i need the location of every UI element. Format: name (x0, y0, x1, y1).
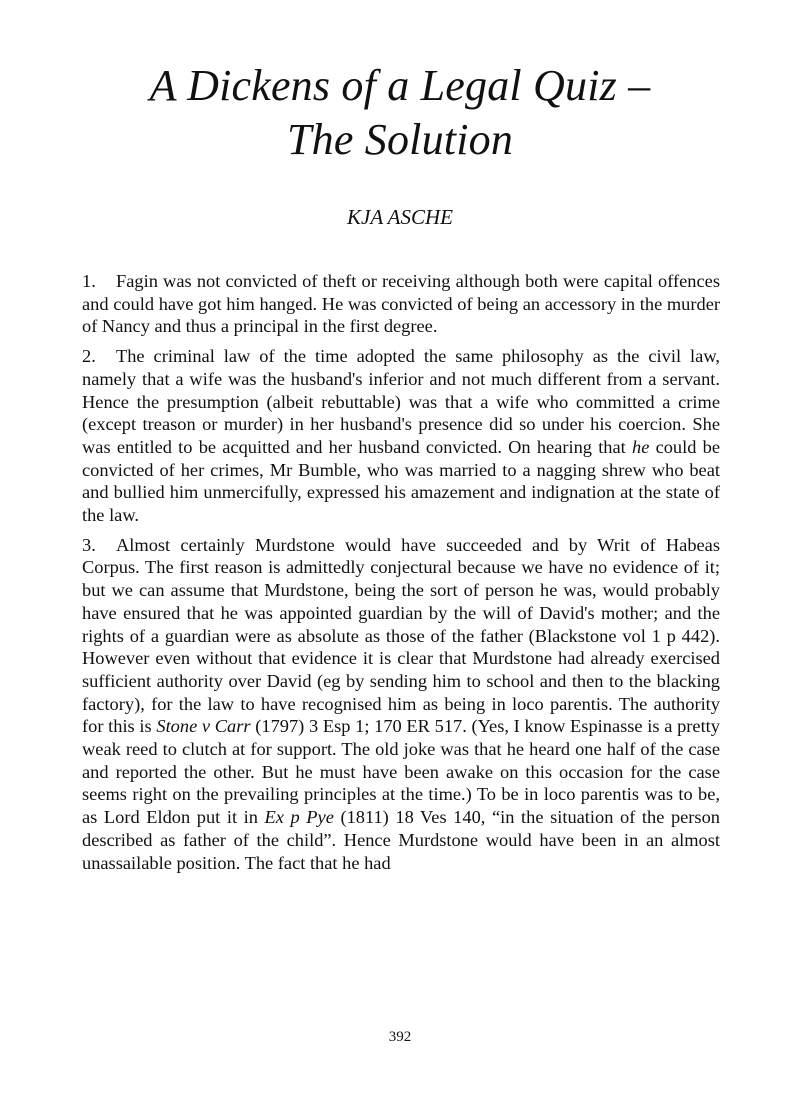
paragraph-text: Almost certainly Murdstone would have succeeded and by Writ of Habeas Corpus. The first reason is admittedly conjectural because we have no evidence of it; but we can assume that Murdstone, being the sort of person he was, would probably have ensured that he was appointed guardian by the will of David's mother; and the rights of a guardian were as absolute as those of the father (Blackstone vol 1 p 442). However even without that evidence it is clear that Murdstone had already exercised sufficient authority over David (eg by sending him to school and then to the blacking factory), for the law to have recognised him as being in loco parentis. The authority for this is (82, 534, 720, 737)
article-body (82, 270, 720, 881)
paragraph-2 (82, 345, 720, 527)
paragraph-text: Fagin was not convicted of theft or receiving although both were capital offences and could have got him hanged. He was convicted of being an accessory in the murder of Nancy and thus a principal in the first degree. (82, 271, 720, 337)
paragraph-text: (1811) 18 Ves 140, “in the situation of the person described as father of the child”. Hence Murdstone would have been in an almost unassailable position. The fact that he had (82, 807, 720, 873)
paragraph-1 (82, 270, 720, 338)
emphasis-text: he (632, 436, 650, 457)
paragraph-number: 1. (82, 271, 96, 291)
paragraph-number: 3. (82, 534, 96, 555)
case-citation: Ex p Pye (264, 807, 334, 828)
author-byline: KJA ASCHE (347, 205, 453, 229)
article-title-line-2: The Solution (286, 115, 514, 164)
paragraph-text: The criminal law of the time adopted the same philosophy as the civil law, namely that a wife was the husband's inferior and not much different from a servant. Hence the presumption (albeit rebuttable) was that a wife who committed a crime (except treason or murder) in her husband's presence did so under his coercion. She was entitled to be acquitted and her husband convicted. On hearing that (82, 346, 720, 457)
paragraph-3 (82, 534, 720, 875)
article-title-line-1: A Dickens of a Legal Quiz – (149, 61, 651, 110)
page-number: 392 (388, 1029, 412, 1045)
case-citation: Stone v Carr (156, 716, 251, 737)
paragraph-text: could be convicted of her crimes, Mr Bumble, who was married to a nagging shrew who beat and bullied him unmercifully, expressed his amazement and indignation at the state of the law. (82, 436, 721, 526)
paragraph-number: 2. (82, 346, 96, 367)
paragraph-text: (1797) 3 Esp 1; 170 ER 517. (Yes, I know Espinasse is a pretty weak reed to clutch at for support. The old joke was that he heard one half of the case and reported the other. But he must have been awake on this occasion for the case seems right on the prevailing principles at the time.) To be in loco parentis was to be, as Lord Eldon put it in (82, 716, 720, 828)
